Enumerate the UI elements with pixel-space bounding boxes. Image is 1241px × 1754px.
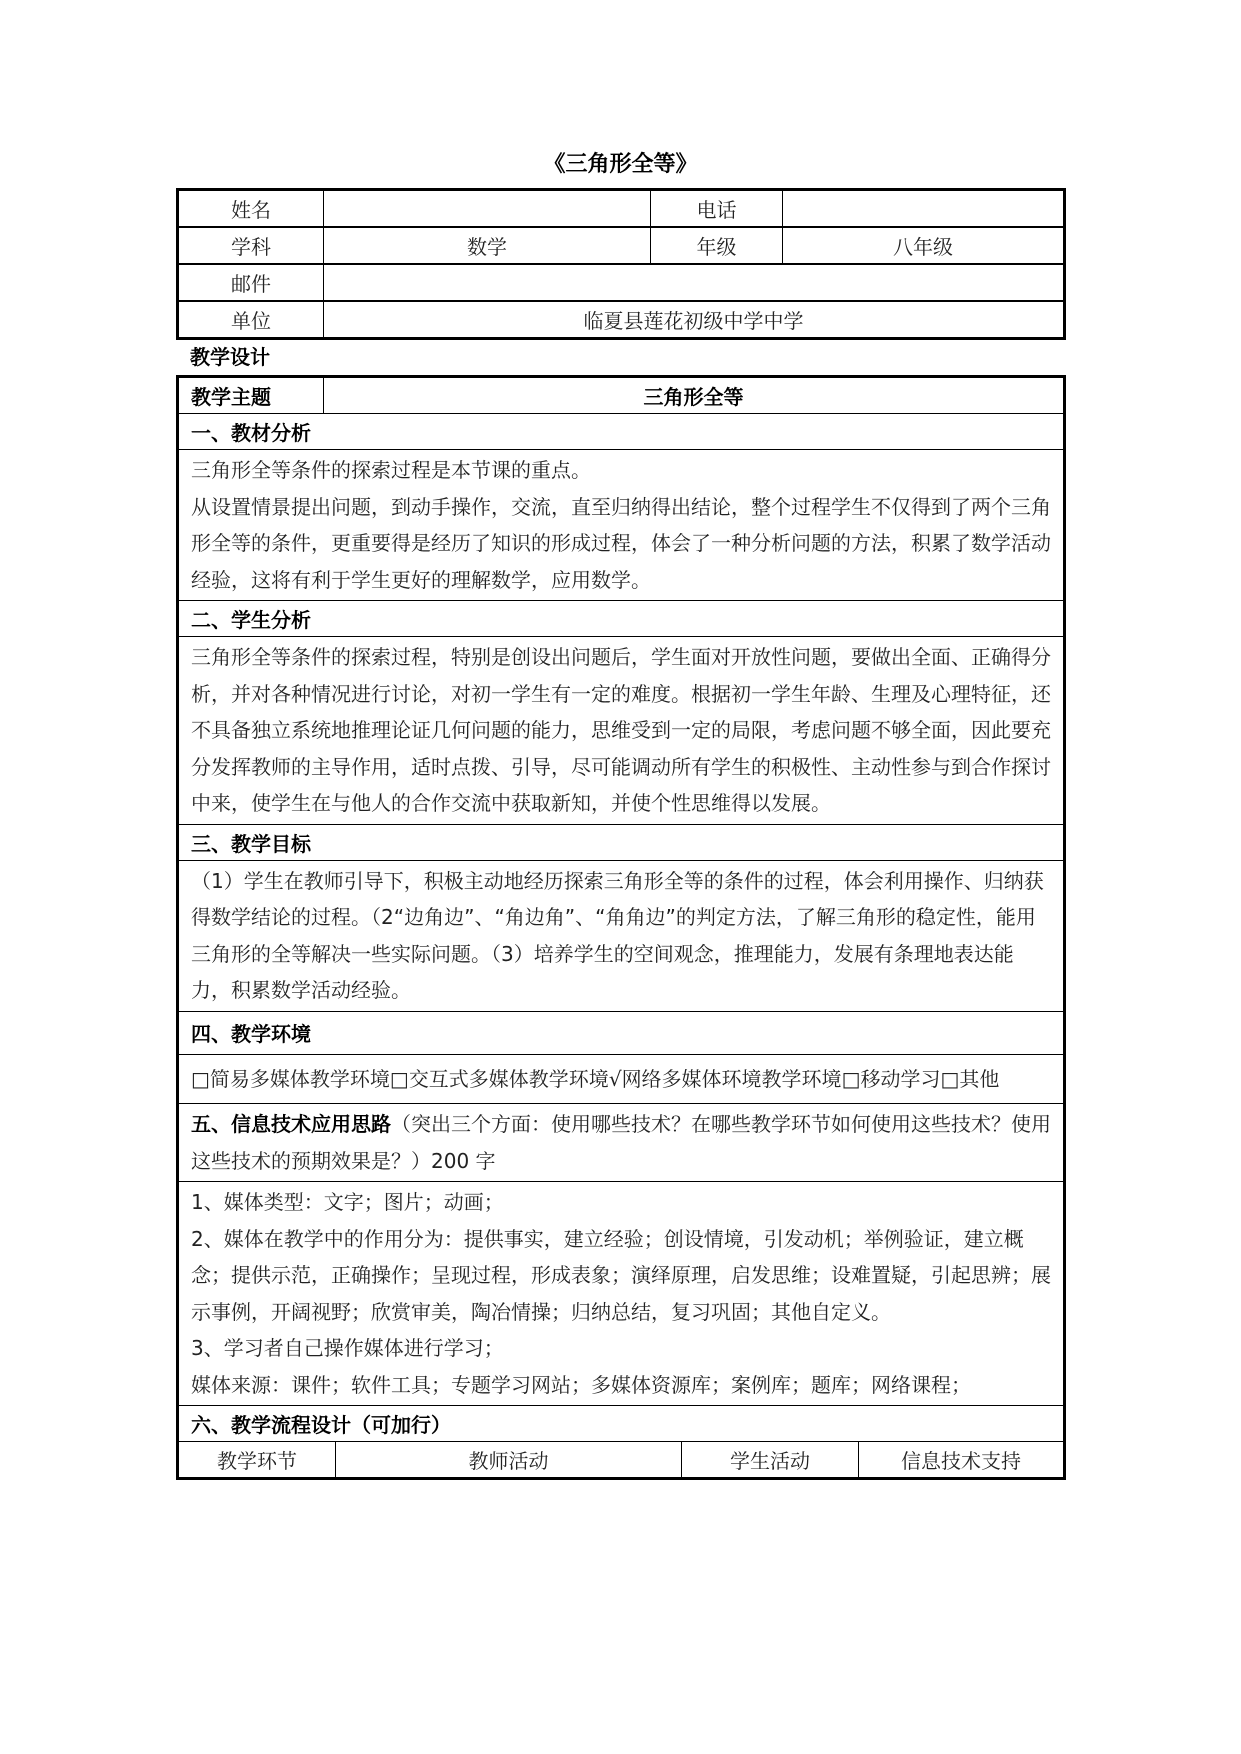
flow-column-teacher-activity: 教师活动: [336, 1442, 682, 1479]
design-table: [176, 375, 1066, 1480]
paragraph: （1）学生在教师引导下，积极主动地经历探索三角形全等的条件的过程，体会利用操作、归纳获得数学结论的过程。（2“边角边”、“角边角”、“角角边”的判定方法，了解三角形的稳定性，能用三角形的全等解决一些实际问题。（3）培养学生的空间观念，推理能力，发展有条理地表达能力，积累数学活动经验。: [191, 868, 1044, 1002]
info-row-unit: [178, 301, 1065, 339]
section-heading-teaching-environment: 四、教学环境: [178, 1011, 1065, 1054]
section-heading-teaching-objectives: 三、教学目标: [178, 824, 1065, 860]
section-content-row: [178, 860, 1065, 1011]
topic-value: 三角形全等: [324, 377, 1065, 414]
paragraph: 3、学习者自己操作媒体进行学习；: [191, 1336, 504, 1360]
section-heading-note: （突出三个方面：使用哪些技术？在哪些教学环节如何使用这些技术？使用这些技术的预期效果是？）200 字: [191, 1112, 1051, 1173]
environment-option[interactable]: [842, 1061, 941, 1098]
option-label: 网络多媒体环境教学环境: [621, 1066, 842, 1091]
paragraph: 三角形全等条件的探索过程是本节课的重点。: [191, 458, 591, 482]
unit-label: 单位: [178, 301, 324, 339]
section-content-student-analysis: [178, 637, 1065, 825]
checkbox-icon[interactable]: □: [841, 1066, 861, 1091]
section-heading-student-analysis: 二、学生分析: [178, 601, 1065, 637]
paragraph: 三角形全等条件的探索过程，特别是创设出问题后，学生面对开放性问题，要做出全面、正确得分析，并对各种情况进行讨论，对初一学生有一定的难度。根据初一学生年龄、生理及心理特征，还不具备独立系统地推理论证几何问题的能力，思维受到一定的局限，考虑问题不够全面，因此要充分发挥教师的主导作用，适时点拨、引导，尽可能调动所有学生的积极性、主动性参与到合作探讨中来，使学生在与他人的合作交流中获取新知，并使个性思维得以发展。: [191, 645, 1051, 815]
option-label: 简易多媒体教学环境: [209, 1066, 390, 1091]
section-content-row: [178, 450, 1065, 601]
info-row-email: [178, 264, 1065, 301]
email-field[interactable]: [324, 264, 1065, 301]
checkbox-icon[interactable]: □: [191, 1066, 210, 1091]
paragraph: 2、媒体在教学中的作用分为：提供事实，建立经验；创设情境，引发动机；举例验证，建立概念；提供示范，正确操作；呈现过程，形成表象；演绎原理，启发思维；设难置疑，引起思辨；展示事例，开阔视野；欣赏审美，陶冶情操；归纳总结，复习巩固；其他自定义。: [191, 1226, 1051, 1324]
section-heading-row: [178, 1011, 1065, 1054]
section-content-teaching-objectives: [178, 860, 1065, 1011]
checkbox-icon[interactable]: □: [940, 1066, 960, 1091]
info-row-name: [178, 190, 1065, 228]
section-heading-row: [178, 414, 1065, 450]
flow-column-teaching-stage: 教学环节: [178, 1442, 336, 1479]
flow-column-it-support: 信息技术支持: [859, 1442, 1065, 1479]
paragraph: 从设置情景提出问题，到动手操作，交流，直至归纳得出结论，整个过程学生不仅得到了两个三角形全等的条件，更重要得是经历了知识的形成过程，体会了一种分析问题的方法，积累了数学活动经验，这将有利于学生更好的理解数学，应用数学。: [191, 494, 1051, 592]
section-content-it-application: [178, 1182, 1065, 1406]
environment-options: [178, 1054, 1065, 1104]
design-section-label: 教学设计: [190, 345, 270, 369]
subject-label: 学科: [178, 227, 324, 264]
environment-option[interactable]: [191, 1061, 390, 1098]
section-heading-row: [178, 1104, 1065, 1182]
email-label: 邮件: [178, 264, 324, 301]
section-heading-row: [178, 601, 1065, 637]
section-content-row: [178, 1182, 1065, 1406]
topic-label: 教学主题: [178, 377, 324, 414]
page-title: 《三角形全等》: [543, 152, 698, 177]
option-label: 其他: [959, 1066, 1000, 1091]
name-label: 姓名: [178, 190, 324, 228]
environment-option[interactable]: [940, 1067, 999, 1091]
environment-option[interactable]: [390, 1061, 609, 1098]
section-heading-it-application: [178, 1104, 1065, 1182]
section-heading-row: [178, 824, 1065, 860]
paragraph: 媒体来源：课件；软件工具；专题学习网站；多媒体资源库；案例库；题库；网络课程；: [191, 1372, 971, 1397]
topic-row: [178, 377, 1065, 414]
phone-label: 电话: [651, 190, 783, 228]
info-row-subject: [178, 227, 1065, 264]
section-heading-text: 五、信息技术应用思路: [191, 1112, 391, 1136]
paragraph: 1、媒体类型：文字；图片；动画；: [191, 1190, 504, 1214]
section-heading-teaching-flow: 六、教学流程设计（可加行）: [178, 1406, 1065, 1442]
section-heading-row: [178, 1406, 1065, 1442]
unit-value: 临夏县莲花初级中学中学: [324, 301, 1065, 339]
flow-header-row: [178, 1442, 1065, 1479]
grade-label: 年级: [651, 227, 783, 264]
option-label: 移动学习: [860, 1066, 941, 1091]
flow-column-student-activity: 学生活动: [682, 1442, 859, 1479]
checkmark-icon[interactable]: √: [608, 1066, 622, 1091]
section-content-row: [178, 1054, 1065, 1104]
section-content-textbook-analysis: [178, 450, 1065, 601]
option-label: 交互式多媒体教学环境: [408, 1066, 609, 1091]
info-table: [176, 188, 1066, 340]
checkbox-icon[interactable]: □: [389, 1066, 409, 1091]
subject-value: 数学: [324, 227, 651, 264]
environment-option[interactable]: [609, 1061, 842, 1098]
section-heading-textbook-analysis: 一、教材分析: [178, 414, 1065, 450]
name-field[interactable]: [324, 190, 651, 228]
phone-field[interactable]: [783, 190, 1065, 228]
grade-value: 八年级: [783, 227, 1065, 264]
section-content-row: [178, 637, 1065, 825]
